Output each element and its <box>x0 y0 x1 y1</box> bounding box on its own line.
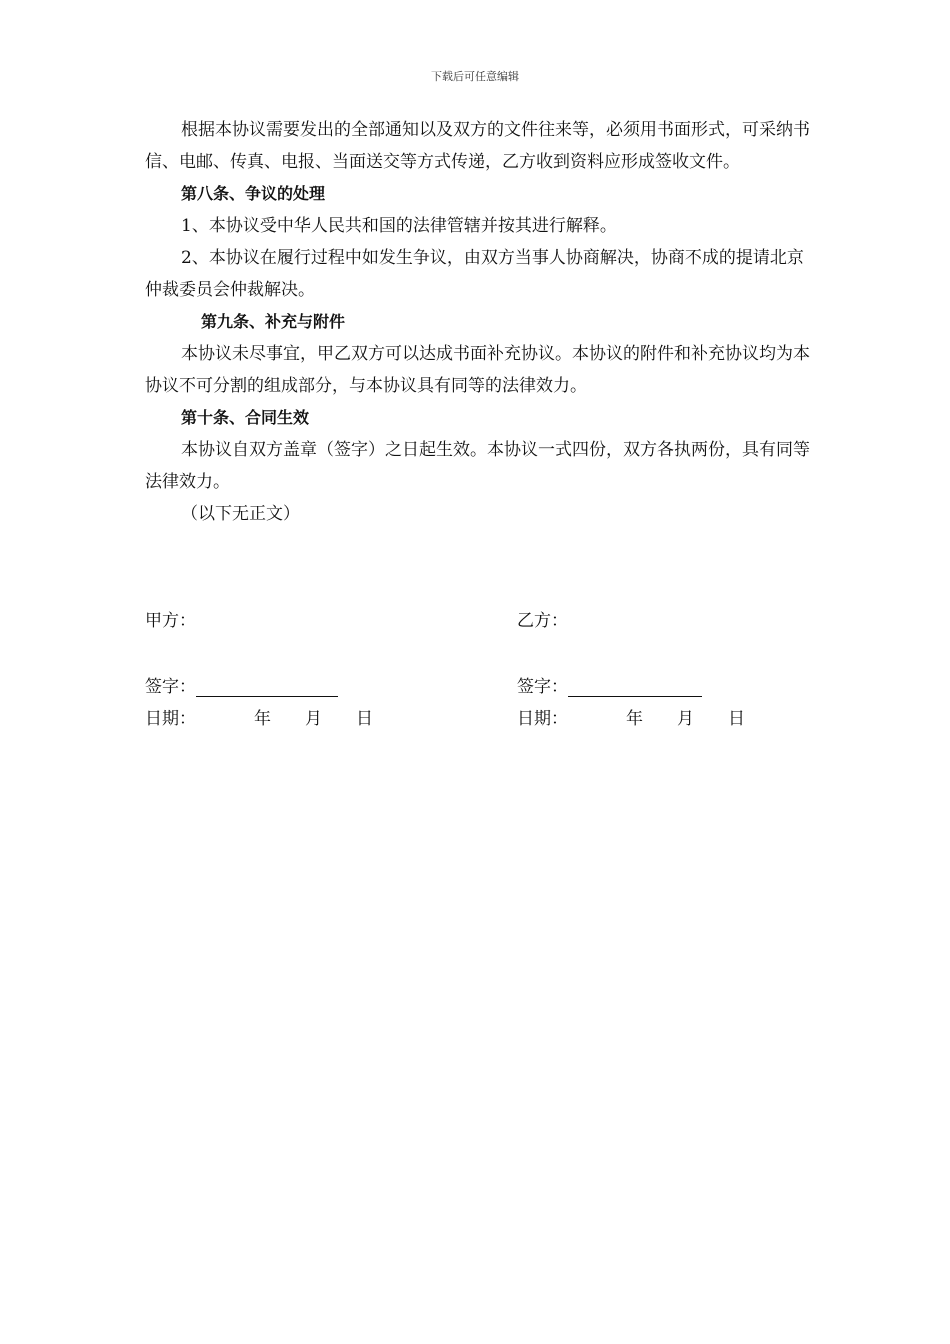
article-10-paragraph: 本协议自双方盖章（签字）之日起生效。本协议一式四份，双方各执两份，具有同等法律效力。 <box>145 440 810 492</box>
party-b-day: 日 <box>728 709 745 729</box>
article-10-heading: 第十条、合同生效 <box>181 408 310 427</box>
end-of-text-note: （以下无正文） <box>181 504 300 524</box>
party-b-signature-line[interactable] <box>568 678 702 697</box>
article-7-paragraph: 根据本协议需要发出的全部通知以及双方的文件往来等，必须用书面形式，可采纳书信、电邮、传真、电报、当面送交等方式传递，乙方收到资料应形成签收文件。 <box>145 120 810 172</box>
party-b-date <box>517 704 745 729</box>
article-9-heading: 第九条、补充与附件 <box>201 312 346 331</box>
party-a-sign-label: 签字： <box>145 677 196 697</box>
party-b-year: 年 <box>626 709 643 729</box>
party-a-date <box>145 704 373 729</box>
article-8-clause-1: 1、本协议受中华人民共和国的法律管辖并按其进行解释。 <box>181 216 617 236</box>
party-a-year: 年 <box>254 709 271 729</box>
page-header-note: 下载后可任意编辑 <box>431 70 519 83</box>
date-row <box>145 704 820 734</box>
party-row <box>145 606 820 636</box>
document-body <box>145 114 820 530</box>
party-b-date-label: 日期： <box>517 709 568 729</box>
party-b-label: 乙方： <box>517 611 568 631</box>
party-a-signature-line[interactable] <box>196 678 338 697</box>
signature-row <box>145 672 820 702</box>
party-a-month: 月 <box>305 709 322 729</box>
article-8-clause-2: 2、本协议在履行过程中如发生争议，由双方当事人协商解决，协商不成的提请北京仲裁委员会仲裁解决。 <box>145 248 804 300</box>
party-b-sign-label: 签字： <box>517 677 568 697</box>
party-a-date-label: 日期： <box>145 709 196 729</box>
party-b-month: 月 <box>677 709 694 729</box>
article-8-heading: 第八条、争议的处理 <box>181 184 326 203</box>
article-9-paragraph: 本协议未尽事宜，甲乙双方可以达成书面补充协议。本协议的附件和补充协议均为本协议不可分割的组成部分，与本协议具有同等的法律效力。 <box>145 344 810 396</box>
party-b-signature <box>517 672 702 697</box>
party-a-day: 日 <box>356 709 373 729</box>
party-a-signature <box>145 672 338 697</box>
party-a-label: 甲方： <box>145 611 196 631</box>
